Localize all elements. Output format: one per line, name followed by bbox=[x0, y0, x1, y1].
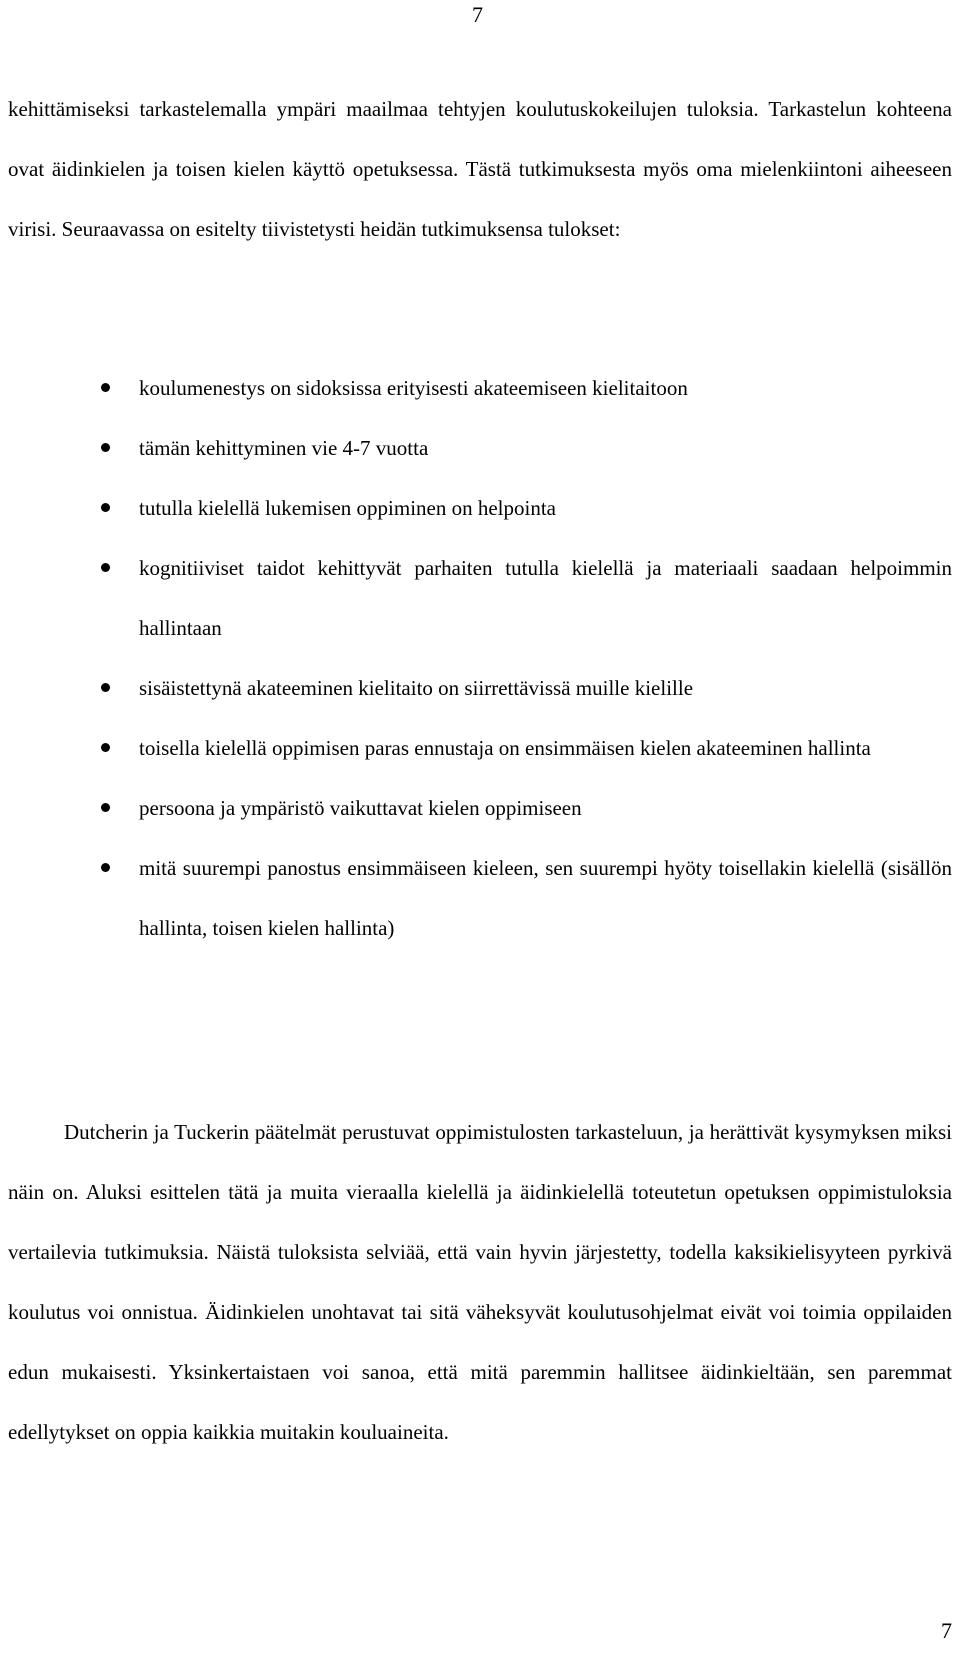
list-item-text: sisäistettynä akateeminen kielitaito on siirrettävissä muille kielille bbox=[139, 676, 694, 700]
list-item-text: koulumenestys on sidoksissa erityisesti akateemiseen kielitaitoon bbox=[139, 376, 688, 400]
bullet-icon bbox=[101, 383, 110, 392]
list-item-text: tämän kehittyminen vie 4-7 vuotta bbox=[139, 436, 429, 460]
paragraph-intro: kehittämiseksi tarkastelemalla ympäri maailmaa tehtyjen koulutuskokeilujen tuloksia. Tarkastelun kohteena ovat äidinkielen ja toisen kielen käyttö opetuksessa. Tästä tutkimuksesta myös oma mielenkiintoni aiheeseen virisi. Seuraavassa on esitelty tiivistetysti heidän tutkimuksensa tulokset: bbox=[8, 97, 952, 241]
bullet-icon bbox=[101, 863, 110, 872]
list-item-text: tutulla kielellä lukemisen oppiminen on helpointa bbox=[139, 496, 556, 520]
bullet-icon bbox=[101, 443, 110, 452]
list-item-text: persoona ja ympäristö vaikuttavat kielen oppimiseen bbox=[139, 796, 582, 820]
bullet-icon bbox=[101, 803, 110, 812]
bullet-icon bbox=[101, 683, 110, 692]
list-item bbox=[0, 358, 952, 418]
list-item bbox=[0, 478, 952, 538]
list-item bbox=[0, 778, 952, 838]
page-number-top: 7 bbox=[472, 2, 483, 27]
list-item bbox=[0, 718, 952, 778]
list-item-text: mitä suurempi panostus ensimmäiseen kieleen, sen suurempi hyöty toisellakin kielellä (sisällön hallinta, toisen kielen hallinta) bbox=[139, 856, 952, 940]
paragraph-conclusion: Dutcherin ja Tuckerin päätelmät perustuvat oppimistulosten tarkasteluun, ja herättivät kysymyksen miksi näin on. Aluksi esittelen tätä ja muita vieraalla kielellä ja äidinkielellä toteutetun opetuksen oppimistuloksia vertailevia tutkimuksia. Näistä tuloksista selviää, että vain hyvin järjestetty, todella kaksikielisyyteen pyrkivä koulutus voi onnistua. Äidinkielen unohtavat tai sitä väheksyvät koulutusohjelmat eivät voi toimia oppilaiden edun mukaisesti. Yksinkertaistaen voi sanoa, että mitä paremmin hallitsee äidinkieltään, sen paremmat edellytykset on oppia kaikkia muitakin kouluaineita. bbox=[8, 1120, 952, 1444]
list-item-text: toisella kielellä oppimisen paras ennustaja on ensimmäisen kielen akateeminen hallinta bbox=[139, 736, 871, 760]
results-bullet-list bbox=[0, 358, 952, 958]
list-item-text: kognitiiviset taidot kehittyvät parhaiten tutulla kielellä ja materiaali saadaan helpoimmin hallintaan bbox=[139, 556, 952, 640]
list-item bbox=[0, 538, 952, 658]
page-number-bottom: 7 bbox=[941, 1618, 952, 1643]
bullet-icon bbox=[101, 563, 110, 572]
bullet-icon bbox=[101, 503, 110, 512]
list-item bbox=[0, 838, 952, 958]
bullet-icon bbox=[101, 743, 110, 752]
list-item bbox=[0, 658, 952, 718]
list-item bbox=[0, 418, 952, 478]
